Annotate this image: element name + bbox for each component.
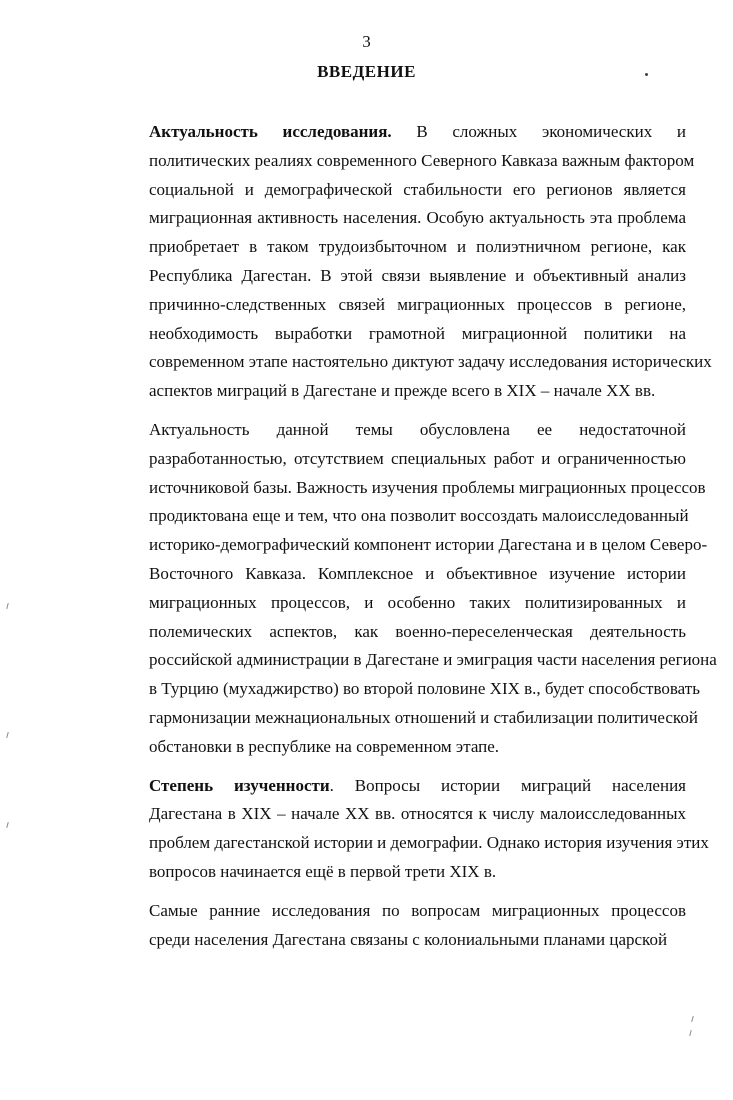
text-line: обстановки в республике на современном этапе. xyxy=(149,736,500,756)
body-text xyxy=(107,118,717,954)
text-line: Актуальность данной темы обусловлена ее недостаточной xyxy=(149,419,686,439)
text-line: гармонизации межнациональных отношений и стабилизации политической xyxy=(149,707,698,727)
text-line: современном этапе настоятельно диктуют задачу исследования исторических xyxy=(149,352,712,372)
text-line: российской администрации в Дагестане и эмиграция части населения региона xyxy=(149,650,717,670)
text-line: политических реалиях современного Северного Кавказа важным фактором xyxy=(149,150,695,170)
paragraph-relevance xyxy=(107,118,712,406)
bold-phrase: Степень изученности xyxy=(149,775,330,795)
text-line: Республика Дагестан. В этой связи выявление и объективный анализ xyxy=(149,265,686,285)
text-line: полемических аспектов, как военно-переселенческая деятельность xyxy=(149,621,686,641)
text-line: источниковой базы. Важность изучения проблемы миграционных процессов xyxy=(149,477,706,497)
text-line: Степень изученности. Вопросы истории миграций населения xyxy=(149,775,686,795)
text-line: Дагестана в XIX – начале XX вв. относятся к числу малоисследованных xyxy=(149,804,686,824)
paragraph-early-research xyxy=(107,897,686,955)
page-heading: ВВЕДЕНИЕ xyxy=(317,62,416,81)
text-line: социальной и демографической стабильности его регионов является xyxy=(149,179,686,199)
text-line: разработанностью, отсутствием специальных работ и ограниченностью xyxy=(149,448,686,468)
text-line: аспектов миграций в Дагестане и прежде всего в XIX – начале XX вв. xyxy=(149,381,656,401)
text-line: продиктована еще и тем, что она позволит воссоздать малоисследованный xyxy=(149,506,689,526)
text-line: Восточного Кавказа. Комплексное и объективное изучение истории xyxy=(149,563,686,583)
scan-mark xyxy=(691,1016,694,1022)
scan-mark xyxy=(6,603,9,609)
text-line: миграционная активность населения. Особую актуальность эта проблема xyxy=(149,208,686,228)
text-line: вопросов начинается ещё в первой трети XIX в. xyxy=(149,861,497,881)
text-line: миграционных процессов, и особенно таких политизированных и xyxy=(149,592,686,612)
scan-mark xyxy=(6,732,9,738)
text-line: приобретает в таком трудоизбыточном и полиэтничном регионе, как xyxy=(149,237,686,257)
paragraph-degree-of-study xyxy=(107,772,709,887)
bold-phrase: Актуальность исследования. xyxy=(149,122,392,141)
text-line: в Турцию (мухаджирство) во второй половине XIX в., будет способствовать xyxy=(149,679,700,699)
text-line: историко-демографический компонент истории Дагестана и в целом Северо- xyxy=(149,535,708,555)
page-number: 3 xyxy=(362,32,371,51)
scan-speck xyxy=(645,73,648,76)
scan-mark xyxy=(6,822,9,828)
paragraph-topic-relevance xyxy=(107,416,717,762)
text-line: необходимость выработки грамотной миграционной политики на xyxy=(149,323,686,343)
text-line: Самые ранние исследования по вопросам миграционных процессов xyxy=(149,900,686,920)
text-line: среди населения Дагестана связаны с колониальными планами царской xyxy=(149,929,668,949)
text-line: проблем дагестанской истории и демографии. Однако история изучения этих xyxy=(149,833,709,853)
scan-mark xyxy=(689,1030,692,1036)
text-line: причинно-следственных связей миграционных процессов в регионе, xyxy=(149,294,686,314)
text-line: Актуальность исследования. В сложных экономических и xyxy=(149,122,686,141)
